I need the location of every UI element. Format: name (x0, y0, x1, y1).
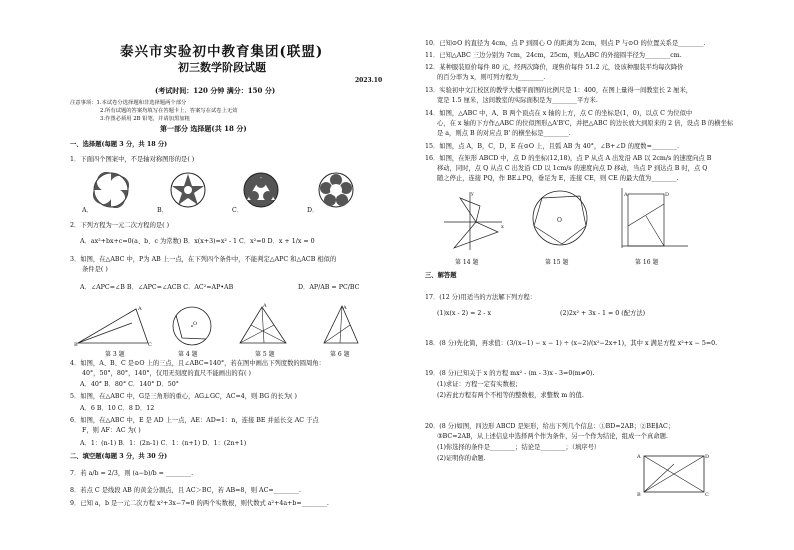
exam-date: 2023.10 (355, 77, 383, 84)
q6-text-2: F，则 AF：AC 为( ) (82, 427, 141, 434)
caption-q6: 第 6 题 (330, 351, 350, 358)
caption-q14: 第 14 题 (455, 259, 479, 266)
svg-text:B: B (74, 342, 78, 347)
exam-meta: (考试时间：120 分钟 满分：150 分) (155, 86, 276, 95)
q5-options: A．6 B．10 C．8 D．12 (80, 405, 155, 412)
note-1: 注意事项：1.本试卷分选择题和非选择题两个部分 (70, 100, 187, 106)
q3-option-d: D．AP/AB = PC/BC (298, 284, 360, 291)
q4-text-2: 40°，50°，80°，140°，仅用无刻度的直尺不能画出的有( ) (82, 370, 251, 377)
q10-text: 10．已知⊙O 的直径为 4cm，点 P 到圆心 O 的距离为 2cm，则点 P 与⊙O 的位置关系是________. (425, 40, 706, 47)
svg-text:C: C (705, 492, 709, 498)
q20-text-3: (1)你选择的条件是________；结论是________；（填序号） (437, 444, 601, 451)
q1-text: 1．下面四个图案中，不是轴对称图形的是( ) (70, 156, 195, 163)
q3-text-2: 条件是( ) (82, 266, 108, 273)
figure-q20 (634, 450, 714, 500)
q3-text-1: 3．如图，在△ABC 中，P为 AB 上一点，在下列四个条件中，不能判定△APC 和△ACB 相似的 (70, 256, 337, 263)
exam-title: 泰兴市实验初中教育集团(联盟) (120, 44, 324, 60)
figure-q4 (168, 303, 216, 349)
svg-text:C: C (148, 342, 152, 347)
q19-part2: (2)若此方程有两个不相等的整数根，求整数 m 的值. (437, 392, 584, 399)
section1-heading: 一、选择题(每题 3 分，共 18 分) (70, 141, 168, 148)
q1-option-d: D． (307, 207, 319, 214)
figure-q5 (236, 303, 290, 349)
svg-text:O: O (557, 217, 562, 224)
caption-q16: 第 16 题 (635, 259, 659, 266)
q14-text-1: 14．如图，△ABC 中，A、B 两个顶点在 x 轴的上方，点 C 的坐标是(1，0)，以点 C 为位似中 (425, 110, 693, 117)
figure-q16 (616, 186, 692, 252)
q20-text-2: ③BC=2AB，从上述信息中选择两个作为条件，另一个作为结论，组成一个真命题. (437, 433, 668, 440)
q1-pattern-b (170, 172, 206, 208)
section2-heading: 二、填空题(每题 3 分，共 30 分) (70, 453, 168, 460)
q16-text-3: 随之停止，连接 PQ，作 BE⊥PQ，垂足为 E，连接 CE，则 CE 的最大值为________. (437, 175, 679, 182)
exam-subtitle: 初三数学阶段试题 (178, 61, 266, 74)
q8-text: 8．若点 C 是线段 AB 的黄金分割点，且 AC＞BC，若 AB=8，则 AC=________. (70, 487, 301, 494)
q17-part1: (1)x(x - 2) = 2 - x (437, 310, 492, 317)
q1-option-c: C． (232, 207, 244, 214)
q20-text-1: 20．(8 分)如图，四边形 ABCD 是矩形，给出下列几个信息：①BD=2AB；②BE∥AC； (425, 423, 675, 430)
q5-text: 5．如图，在△ABC 中，G是三角形的重心，AG⊥GC，AC=4，则 BG 的长为( ) (70, 393, 297, 400)
q2-text: 2．下列方程为一元二次方程的是( ) (70, 222, 170, 229)
q14-text-3: 是 a，则点 B 的对应点 B' 的横坐标是________. (437, 130, 571, 137)
q18-text: 18．(8 分)先化简，再求值：(3/(x−1) − x − 1) ÷ (x−2)/(x²−2x+1)，其中 x 满足方程 x²+x − 5=0. (425, 340, 718, 347)
svg-text:A: A (624, 192, 628, 198)
part1-heading: 第一部分 选择题(共 18 分) (160, 124, 247, 133)
q1-pattern-a (93, 172, 129, 208)
q1-option-b: B． (157, 207, 168, 214)
svg-text:D: D (665, 192, 670, 198)
q1-pattern-d (318, 172, 354, 208)
svg-text:B: B (637, 492, 641, 498)
figure-q14 (440, 188, 506, 252)
caption-q15: 第 15 题 (545, 259, 569, 266)
q16-text-1: 16．如图，在矩形 ABCD 中，点 D 的坐标(12,18)，点 P 从点 A 出发沿 AB 以 2cm/s 的速度向点 B (425, 155, 712, 162)
q1-option-a: A． (82, 207, 93, 214)
svg-text:O: O (193, 321, 198, 327)
svg-text:A: A (138, 306, 142, 312)
q13-text-1: 13．实验初中文江校区的教学大楼平面图的比例尺是 1：400，在图上量得一间教室长 2 厘米， (425, 87, 693, 94)
section3-heading: 三、解答题 (425, 272, 457, 279)
q6-text-1: 6．如图，在△ABC 中，E 是 AD 上一点，AE：AD=1：n，连接 BE 并延长交 AC 于点 (70, 417, 319, 424)
q9-text: 9．已知 a，b 是一元二次方程 x²+3x−7=0 的两个实数根，则代数式 a²+4a+b=________. (70, 500, 329, 507)
q12-text-1: 12．某种服装原价每件 80 元，经两次降价，现售价每件 51.2 元，设该种服装平均每次降价 (425, 64, 684, 71)
figure-q3 (74, 305, 154, 347)
q3-options: A．∠APC=∠B B．∠APC=∠ACB C．AC²=AP•AB (80, 284, 234, 291)
svg-text:A: A (263, 303, 267, 309)
q6-options: A．1：(n-1) B．1：(2n-1) C．1：(n+1) D．1：(2n+1) (80, 440, 247, 447)
q2-options: A．ax²+bx+c=0(a、b、c 为常数) B．x(x+3)=x² - 1 C．x²=0 D．x + 1/x = 0 (80, 238, 315, 245)
q16-text-2: 移动，同时，点 Q 从点 C 出发沿 CD 以 1cm/s 的速度向点 D 移动，当点 P 到达点 B 时，点 Q (437, 165, 708, 172)
note-2: 2.所有试题的答案均填写在答题卡上，答案写在试卷上无效 (100, 108, 238, 114)
caption-q5: 第 5 题 (255, 351, 275, 358)
note-3: 3.作图必须用 2B 铅笔，并请加黑加粗 (100, 116, 190, 122)
q11-text: 11．已知△ABC 三边分别为 7cm，24cm，25cm，则△ABC 的外接圆半径为________cm. (425, 52, 682, 59)
svg-text:A: A (343, 305, 347, 311)
figure-q15 (528, 186, 592, 250)
q14-text-2: 心，在 x 轴的下方作△ABC 的位似图形△A'B'C，并把△ABC 的边长放大到原来的 2 倍，设点 B 的横坐标 (437, 120, 734, 127)
q4-text-1: 4．如图，A、B、C 是⊙O 上的三点，且∠ABC=140°，若在图中画出下列度数的圆周角： (70, 360, 325, 367)
svg-text:A: A (637, 454, 641, 460)
caption-q3: 第 3 题 (105, 351, 125, 358)
q20-text-4: (2)证明你的命题. (437, 455, 486, 462)
svg-text:y: y (471, 191, 474, 197)
svg-text:x: x (501, 224, 504, 230)
q19-part1: (1)求证：方程一定有实数根； (437, 381, 522, 388)
q17-text: 17．(12 分)用适当的方法解下列方程： (425, 294, 537, 301)
q12-text-2: 的百分率为 x，则可列方程为________. (437, 74, 546, 81)
q15-text: 15．如图，点 A，B，C，D，E 在⊙O 上，且弧 AB 为 40°，∠B+∠D 的度数=________. (425, 143, 680, 150)
figure-q6 (320, 303, 362, 349)
q13-text-2: 宽是 1.5 厘米，这间教室的实际面积是为________平方米. (437, 97, 598, 104)
q4-options: A．40° B．80° C．140° D．50° (80, 381, 179, 388)
q17-part2: (2)2x² + 3x - 1 = 0 (配方法) (560, 310, 646, 317)
q1-pattern-c (243, 172, 279, 208)
caption-q4: 第 4 题 (178, 351, 198, 358)
svg-text:D: D (705, 454, 710, 460)
q7-text: 7．若 a/b = 2/3，则 (a−b)/b = ________. (70, 470, 194, 477)
q19-text: 19．(8 分)已知关于 x 的方程 mx² - (m - 3)x - 3=0(m≠0). (425, 370, 595, 377)
